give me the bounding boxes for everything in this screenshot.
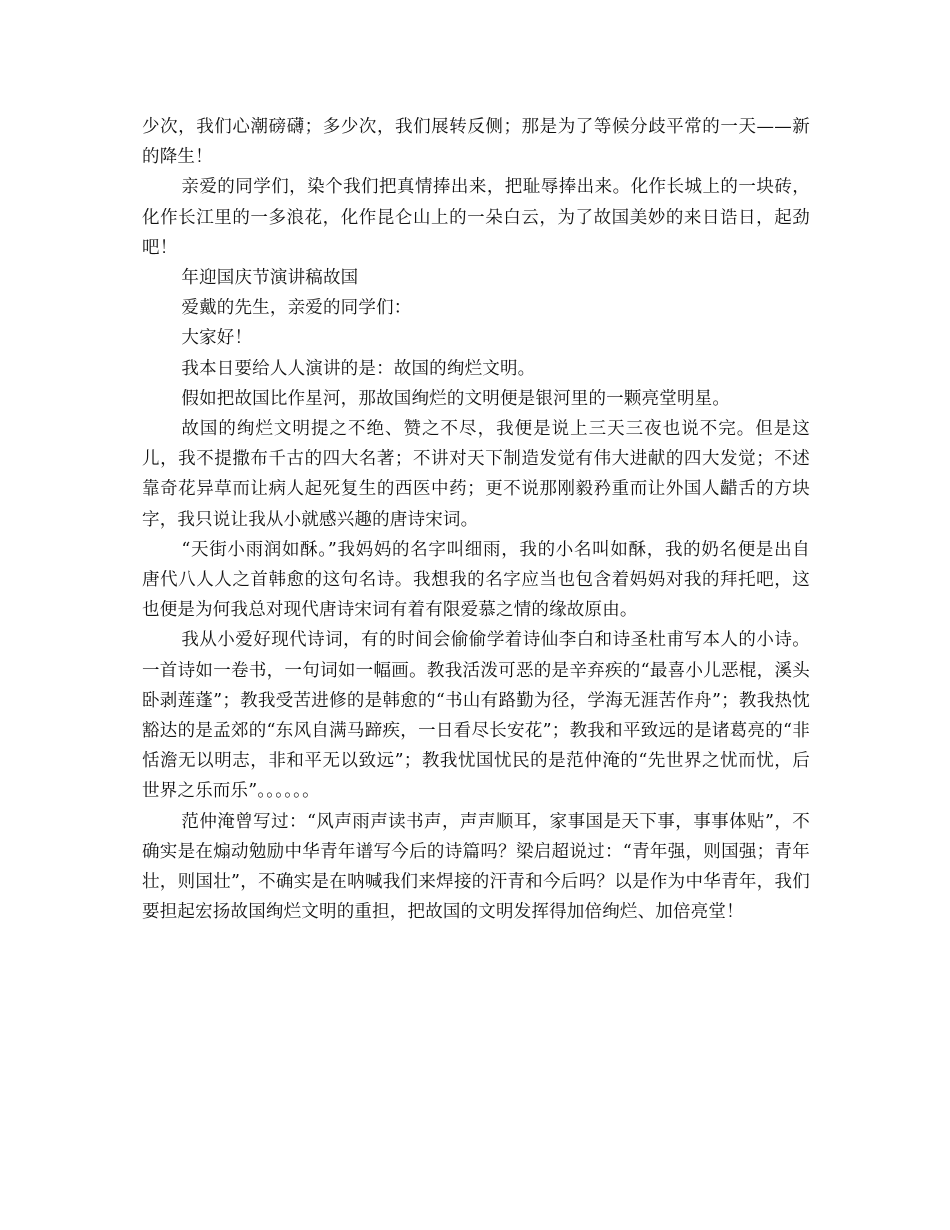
paragraph-metaphor: 假如把故国比作星河，那故国绚烂的文明便是银河里的一颗亮堂明星。 — [181, 388, 731, 409]
greeting: 大家好！ — [181, 328, 253, 349]
paragraph-name-origin: “天街小雨润如酥。”我妈妈的名字叫细雨，我的小名叫如酥，我的奶名便是出自唐代八人人之首韩愈的这句名诗。我想我的名字应当也包含着妈妈对我的拜托吧，这也便是为何我总对现代唐诗宋词有着有限爱慕之情的缘故原由。 — [142, 539, 810, 621]
paragraph-topic: 我本日要给人人演讲的是：故国的绚烂文明。 — [181, 358, 536, 379]
paragraph-poetry: 我从小爱好现代诗词，有的时间会偷偷学着诗仙李白和诗圣杜甫写本人的小诗。一首诗如一卷书，一句词如一幅画。教我活泼可恶的是辛弃疾的“最喜小儿恶棍，溪头卧剥莲蓬”；教我受苦进修的是韩愈的“书山有路勤为径，学海无涯苦作舟”；教我热忱豁达的是孟郊的“东风自满马蹄疾，一日看尽长安花”；教我和平致远的是诸葛亮的“非恬澹无以明志，非和平无以致远”；教我忧国忧民的是范仲淹的“先世界之忧而忧，后世界之乐而乐”。。。。。。 — [142, 630, 810, 802]
salutation: 爱戴的先生，亲爱的同学们： — [181, 298, 412, 319]
paragraph-continuation: 少次，我们心潮磅礴；多少次，我们展转反侧；那是为了等候分歧平常的一天——新的降生！ — [142, 117, 810, 168]
paragraph-culture: 故国的绚烂文明提之不绝、赞之不尽，我便是说上三天三夜也说不完。但是这儿，我不提撒布千古的四大名著；不讲对天下制造发觉有伟大进献的四大发觉；不述靠奇花异草而让病人起死复生的西医中药；更不说那刚毅矜重而让外国人齰舌的方块字，我只说让我从小就感兴趣的唐诗宋词。 — [142, 419, 810, 530]
document-body — [142, 112, 810, 927]
paragraph-appeal: 亲爱的同学们，染个我们把真情捧出来，把耻辱捧出来。化作长城上的一块砖，化作长江里的一多浪花，化作昆仑山上的一朵白云，为了故国美妙的来日诰日，起劲吧！ — [142, 177, 810, 258]
paragraph-conclusion: 范仲淹曾写过：“风声雨声读书声，声声顺耳，家事国是天下事，事事体贴”，不确实是在煽动勉励中华青年谱写今后的诗篇吗？梁启超说过：“青年强，则国强；青年壮，则国壮”，不确实是在呐喊我们来焊接的汗青和今后吗？以是作为中华青年，我们要担起宏扬故国绚烂文明的重担，把故国的文明发挥得加倍绚烂、加倍亮堂！ — [142, 811, 810, 923]
speech-title: 年迎国庆节演讲稿故国 — [181, 268, 359, 289]
